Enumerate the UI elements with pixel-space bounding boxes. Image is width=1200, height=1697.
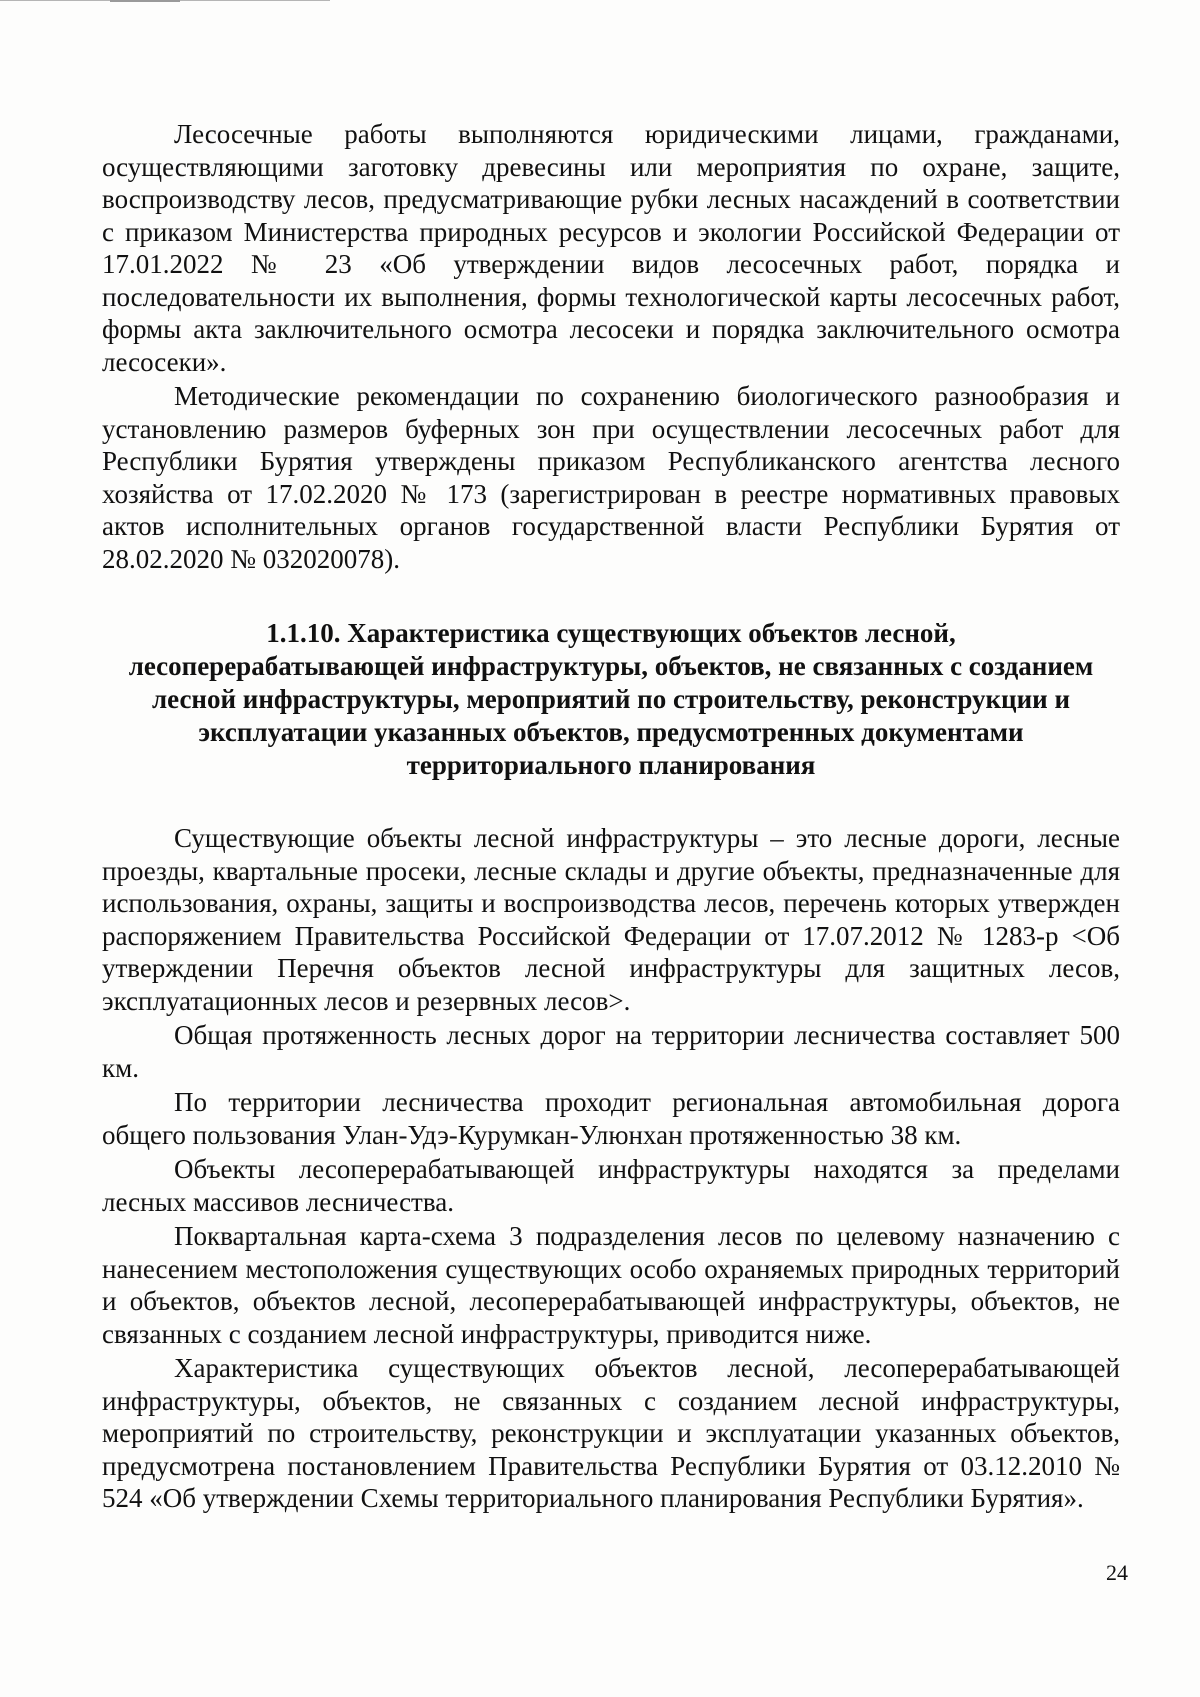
paragraph-methodical-recommendations: Методические рекомендации по сохранению биологического разнообразия и установлению размеров буферных зон при осуществлении лесосечных работ для Республики Бурятия утверждены приказом Республиканского агентства лесного хозяйства от 17.02.2020 № 173 (зарегистрирован в реестре нормативных правовых актов исполнительных органов государственной власти Республики Бурятия от 28.02.2020 № 032020078). — [102, 381, 1120, 574]
section-heading: 1.1.10. Характеристика существующих объектов лесной, лесоперерабатывающей инфраструктуры, объектов, не связанных с созданием лесной инфраструктуры, мероприятий по строительству, реконструкции и эксплуатации указанных объектов, предусмотренных документами территориального планирования — [128, 618, 1094, 780]
paragraph-territorial-planning: Характеристика существующих объектов лесной, лесоперерабатывающей инфраструктуры, объектов, не связанных с созданием лесной инфраструктуры, мероприятий по строительству, реконструкции и эксплуатации указанных объектов, предусмотрена постановлением Правительства Республики Бурятия от 03.12.2010 № 524 «Об утверждении Схемы территориального планирования Республики Бурятия». — [102, 1353, 1120, 1513]
paragraph-road-length: Общая протяженность лесных дорог на территории лесничества составляет 500 км. — [102, 1020, 1120, 1083]
paragraph-map-scheme: Поквартальная карта-схема 3 подразделения лесов по целевому назначению с нанесением местоположения существующих особо охраняемых природных территорий и объектов, объектов лесной, лесоперерабатывающей инфраструктуры, объектов, не связанных с созданием лесной инфраструктуры, приводится ниже. — [102, 1221, 1120, 1349]
paragraph-existing-infrastructure: Существующие объекты лесной инфраструктуры – это лесные дороги, лесные проезды, квартальные просеки, лесные склады и другие объекты, предназначенные для использования, охраны, защиты и воспроизводства лесов, перечень которых утвержден распоряжением Правительства Российской Федерации от 17.07.2012 № 1283-р <Об утверждении Перечня объектов лесной инфраструктуры для защитных лесов, эксплуатационных лесов и резервных лесов>. — [102, 823, 1120, 1016]
scan-edge-mark — [0, 0, 330, 4]
page-content — [102, 118, 1120, 1517]
paragraph-logging-works: Лесосечные работы выполняются юридическими лицами, гражданами, осуществляющими заготовку древесины или мероприятия по охране, защите, воспроизводству лесов, предусматривающие рубки лесных насаждений в соответствии с приказом Министерства природных ресурсов и экологии Российской Федерации от 17.01.2022 № 23 «Об утверждении видов лесосечных работ, порядка и последовательности их выполнения, формы технологической карты лесосечных работ, формы акта заключительного осмотра лесосеки и порядка заключительного осмотра лесосеки». — [102, 119, 1120, 377]
page-number: 24 — [1106, 1560, 1128, 1585]
paragraph-regional-road: По территории лесничества проходит региональная автомобильная дорога общего пользования Улан-Удэ-Курумкан-Улюнхан протяженностью 38 км. — [102, 1087, 1120, 1150]
paragraph-processing-objects: Объекты лесоперерабатывающей инфраструктуры находятся за пределами лесных массивов лесничества. — [102, 1154, 1120, 1217]
